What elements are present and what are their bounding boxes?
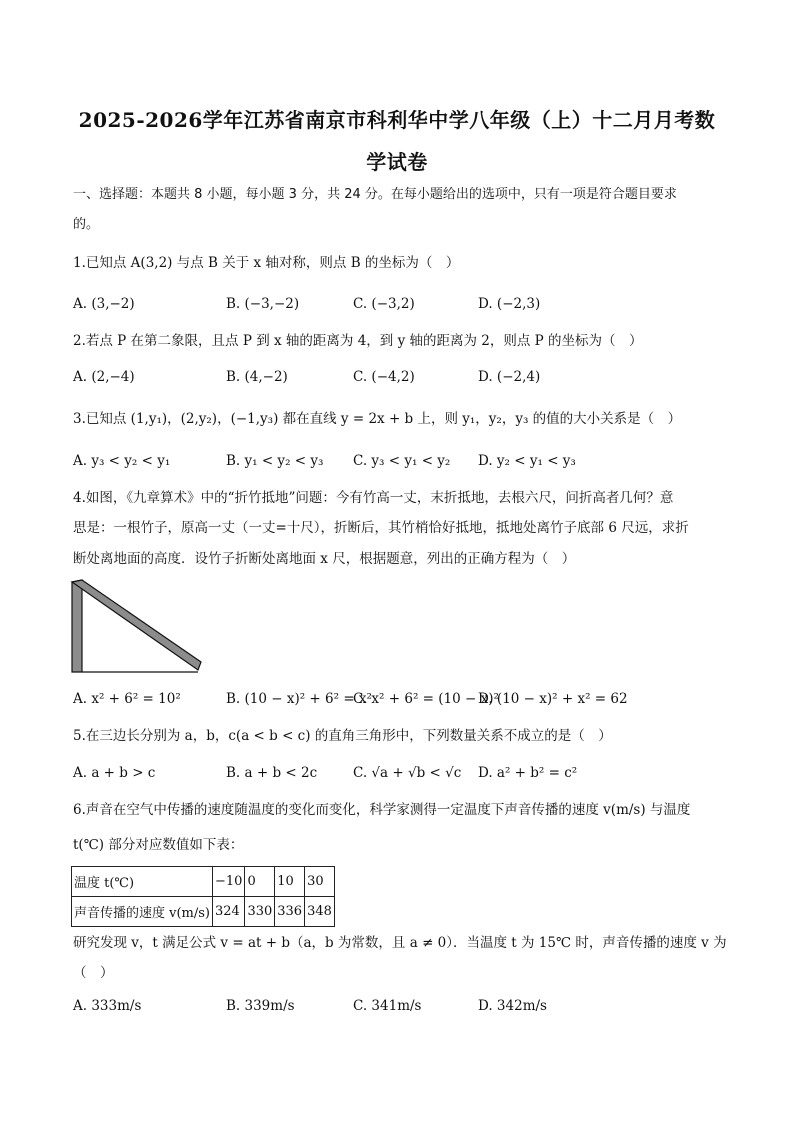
question-3-option-d[interactable]: D. y₂ < y₁ < y₃ — [478, 453, 576, 469]
question-2-text: 2.若点 P 在第二象限，且点 P 到 x 轴的距离为 4，到 y 轴的距离为 2，则点 P 的坐标为（ ） — [73, 333, 643, 349]
question-6-option-a[interactable]: A. 333m/s — [73, 998, 142, 1014]
table-cell: 324 — [213, 897, 245, 927]
section-instructions-line-1: 一、选择题：本题共 8 小题，每小题 3 分，共 24 分。在每小题给出的选项中，只有一项是符合题目要求 — [73, 187, 677, 202]
question-4-text-line-2: 思是：一根竹子，原高一丈（一丈=十尺），折断后，其竹梢恰好抵地，抵地处离竹子底部 6 尺远，求折 — [73, 520, 689, 536]
question-4-option-a[interactable]: A. x² + 6² = 10² — [73, 691, 181, 707]
question-5-option-d[interactable]: D. a² + b² = c² — [478, 765, 578, 781]
table-cell: 0 — [245, 867, 275, 897]
bamboo-upright-part — [72, 580, 82, 672]
table-cell: 30 — [305, 867, 335, 897]
question-1-option-d[interactable]: D. (−2,3) — [478, 296, 541, 312]
question-1-text: 1.已知点 A(3,2) 与点 B 关于 x 轴对称，则点 B 的坐标为（ ） — [73, 255, 460, 271]
question-4-option-d[interactable]: D. (10 − x)² + x² = 62 — [478, 691, 628, 707]
question-6-text-line-2: t(℃) 部分对应数值如下表： — [73, 837, 244, 853]
table-row — [72, 897, 335, 927]
bamboo-broken-part — [72, 580, 201, 670]
broken-bamboo-figure — [70, 578, 206, 676]
table-cell: 330 — [245, 897, 275, 927]
table-cell: −10 — [213, 867, 245, 897]
question-3-option-c[interactable]: C. y₃ < y₁ < y₂ — [353, 453, 451, 469]
question-6-after-line-1: 研究发现 v，t 满足公式 v = at + b（a，b 为常数，且 a ≠ 0）．当温度 t 为 15℃ 时，声音传播的速度 v 为 — [73, 935, 727, 951]
question-6-option-b[interactable]: B. 339m/s — [226, 998, 295, 1014]
question-4-option-b[interactable]: B. (10 − x)² + 6² = x² — [226, 691, 372, 707]
question-3-text: 3.已知点 (1,y₁)，(2,y₂)，(−1,y₃) 都在直线 y = 2x + b 上，则 y₁，y₂，y₃ 的值的大小关系是（ ） — [73, 411, 682, 427]
question-1-option-b[interactable]: B. (−3,−2) — [226, 296, 300, 312]
question-6-option-c[interactable]: C. 341m/s — [353, 998, 422, 1014]
question-3-option-a[interactable]: A. y₃ < y₂ < y₁ — [73, 453, 171, 469]
question-2-option-a[interactable]: A. (2,−4) — [73, 369, 135, 385]
question-2-option-c[interactable]: C. (−4,2) — [353, 369, 415, 385]
exam-title-line-1: 2025-2026学年江苏省南京市科利华中学八年级（上）十二月月考数 — [78, 108, 716, 132]
question-4-text-line-1: 4.如图，《九章算术》中的“折竹抵地”问题：今有竹高一丈，末折抵地，去根六尺，问折高者几何？意 — [73, 490, 674, 506]
table-cell: 348 — [305, 897, 335, 927]
question-5-option-c[interactable]: C. √a + √b < √c — [353, 765, 462, 781]
question-1-option-a[interactable]: A. (3,−2) — [73, 296, 135, 312]
table-row-label: 温度 t(℃) — [72, 867, 213, 897]
question-6-text-line-1: 6.声音在空气中传播的速度随温度的变化而变化，科学家测得一定温度下声音传播的速度 v(m/s) 与温度 — [73, 802, 691, 818]
table-cell: 10 — [275, 867, 305, 897]
table-row-label: 声音传播的速度 v(m/s) — [72, 897, 213, 927]
temperature-speed-table — [71, 866, 335, 927]
table-cell: 336 — [275, 897, 305, 927]
question-6-option-d[interactable]: D. 342m/s — [478, 998, 547, 1014]
question-5-option-b[interactable]: B. a + b < 2c — [226, 765, 318, 781]
question-4-text-line-3: 断处离地面的高度．设竹子折断处离地面 x 尺，根据题意，列出的正确方程为（ ） — [73, 551, 576, 567]
question-5-text: 5.在三边长分别为 a，b，c(a < b < c) 的直角三角形中，下列数量关系不成立的是（ ） — [73, 728, 612, 744]
section-instructions-line-2: 的。 — [73, 217, 100, 232]
question-6-after-line-2: （ ） — [73, 965, 114, 981]
question-2-option-b[interactable]: B. (4,−2) — [226, 369, 288, 385]
exam-title-line-2: 学试卷 — [366, 150, 428, 174]
question-3-option-b[interactable]: B. y₁ < y₂ < y₃ — [226, 453, 324, 469]
question-5-option-a[interactable]: A. a + b > c — [73, 765, 156, 781]
question-2-option-d[interactable]: D. (−2,4) — [478, 369, 541, 385]
question-4-option-c[interactable]: C. x² + 6² = (10 − x)² — [353, 691, 499, 707]
table-row — [72, 867, 335, 897]
question-1-option-c[interactable]: C. (−3,2) — [353, 296, 415, 312]
